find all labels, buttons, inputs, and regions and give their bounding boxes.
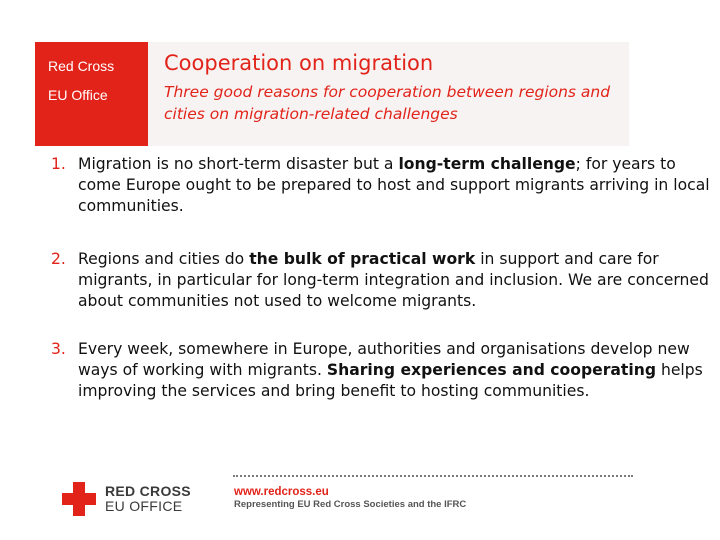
reason-text-bold: Sharing experiences and cooperating (326, 361, 656, 379)
reason-text-post: helps improving the services and bring benefit to hosting communities. (78, 361, 703, 400)
reason-number: 2. (51, 250, 66, 268)
reason-text-pre: Migration is no short-term disaster but a (78, 155, 399, 173)
slide-subtitle: Three good reasons for cooperation between regions and cities on migration-related challenges (164, 83, 611, 123)
reason-text (78, 154, 718, 217)
reason-text-pre: Every week, somewhere in Europe, authorities and organisations develop new ways of working with migrants. (78, 340, 690, 379)
footer-logo-line2: EU OFFICE (105, 498, 183, 514)
reason-text-bold: the bulk of practical work (249, 250, 476, 268)
org-name-line1: Red Cross (48, 58, 115, 74)
red-cross-icon (62, 482, 96, 516)
slide-title: Cooperation on migration (164, 51, 434, 75)
reason-text-pre: Regions and cities do (78, 250, 250, 268)
reason-text-post: ; for years to come Europe ought to be prepared to host and support migrants arriving in local communities. (78, 155, 710, 215)
reason-text-post: in support and care for migrants, in particular for long-term integration and inclusion. We are concerned about communities not used to welcome migrants. (78, 250, 709, 310)
footer-url-link[interactable]: www.redcross.eu (234, 486, 329, 498)
title-panel (148, 42, 629, 146)
org-name-line2: EU Office (48, 87, 108, 103)
footer-divider (233, 475, 633, 477)
reason-number: 1. (51, 155, 66, 173)
footer-logo-line1: RED CROSS (105, 483, 191, 499)
org-label-box (35, 42, 148, 146)
reason-text (78, 249, 718, 312)
footer-logo (105, 484, 191, 514)
reason-text (78, 339, 718, 402)
footer-tagline: Representing EU Red Cross Societies and the IFRC (234, 499, 467, 510)
reason-number: 3. (51, 340, 66, 358)
reason-text-bold: long-term challenge (398, 155, 576, 173)
